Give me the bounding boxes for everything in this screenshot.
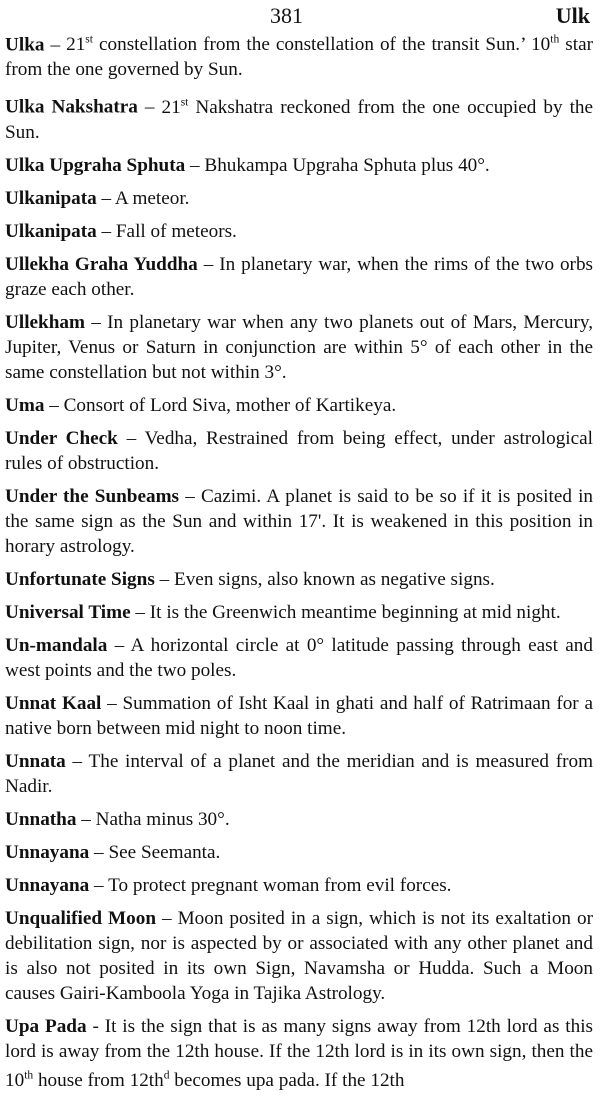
entry-term: Ullekha Graha Yuddha: [5, 253, 198, 275]
entry-separator: –: [156, 907, 178, 929]
entry-term: Ulka Nakshatra: [5, 96, 138, 118]
entry-term: Upa Pada: [5, 1015, 87, 1037]
entry-term: Under the Sunbeams: [5, 485, 180, 507]
entry-separator: -: [86, 1015, 105, 1037]
entry-term: Under Check: [5, 427, 118, 449]
entry-separator: –: [44, 394, 64, 416]
glossary-entry: [5, 873, 593, 898]
entry-separator: –: [197, 253, 220, 275]
glossary-entry: [5, 153, 593, 178]
entry-definition: In planetary war, when the rims of the two orbs graze each other.: [5, 253, 594, 300]
glossary-entry: [5, 840, 593, 865]
entry-definition: Natha minus 30°.: [95, 808, 230, 830]
glossary-entry: [5, 426, 593, 476]
entry-separator: –: [154, 568, 174, 590]
entry-definition: A meteor.: [114, 187, 190, 209]
entry-separator: –: [96, 220, 116, 242]
entry-term: Un-mandala: [5, 634, 108, 656]
entry-term: Ulka Upgraha Sphuta: [5, 154, 186, 176]
entry-definition: Fall of meteors.: [115, 220, 237, 242]
entry-term: Uma: [5, 394, 45, 416]
entry-term: Unnata: [5, 750, 66, 772]
entry-term: Universal Time: [5, 601, 131, 623]
glossary-entry: [5, 1014, 593, 1093]
entry-term: Ulkanipata: [5, 220, 97, 242]
entry-definition: Cazimi. A planet is said to be so if it is posited in the same sign as the Sun and within 17'. It is weakened in this position in horary astrology.: [5, 485, 594, 557]
entry-separator: –: [89, 841, 109, 863]
entry-definition: Moon posited in a sign, which is not its exaltation or debilitation sign, nor is aspected by or associated with any other planet and is also not posited in its own Sign, Navamsha or Hudda. Such a Moon causes Gairi-Kamboola Yoga in Tajika Astrology.: [5, 907, 593, 1004]
entry-separator: –: [107, 634, 131, 656]
entry-term: Unqualified Moon: [5, 907, 156, 929]
entry-separator: –: [137, 96, 162, 118]
entry-separator: –: [96, 187, 115, 209]
glossary-entries: [5, 28, 593, 1101]
entry-separator: –: [101, 692, 123, 714]
glossary-entry: [5, 906, 593, 1006]
glossary-entry: [5, 186, 593, 211]
glossary-entry: [5, 600, 593, 625]
entry-term: Unfortunate Signs: [5, 568, 155, 590]
glossary-entry: [5, 310, 593, 385]
entry-term: Ullekham: [5, 311, 85, 333]
entry-term: Unnat Kaal: [5, 692, 102, 714]
entry-definition: Vedha, Restrained from being effect, under astrological rules of obstruction.: [5, 427, 594, 474]
entry-separator: –: [130, 601, 150, 623]
entry-separator: –: [65, 750, 89, 772]
page-header: [0, 2, 600, 30]
entry-term: Unnayana: [5, 874, 90, 896]
entry-definition: The interval of a planet and the meridian and is measured from Nadir.: [5, 750, 593, 797]
entry-definition: Even signs, also known as negative signs.: [173, 568, 495, 590]
entry-term: Unnatha: [5, 808, 77, 830]
entry-definition: It is the sign that is as many signs away from 12th lord as this lord is away from the 12th house. If the 12th lord is in its own sign, then the 10th house from $12th^d$ becomes upa pada. If the 12th: [5, 1015, 594, 1092]
entry-definition: See Seemanta.: [108, 841, 221, 863]
entry-definition: Bhukampa Upgraha Sphuta plus 40°.: [204, 154, 490, 176]
glossary-entry: [5, 90, 593, 144]
entry-definition: Summation of Isht Kaal in ghati and half of Ratrimaan for a native born between mid night to noon time.: [5, 692, 593, 739]
running-head: Ulk: [555, 3, 590, 28]
entry-separator: –: [179, 485, 201, 507]
glossary-entry: [5, 252, 593, 302]
entry-separator: –: [185, 154, 205, 176]
entry-definition: 21st Nakshatra reckoned from the one occupied by the Sun.: [5, 96, 594, 143]
glossary-entry: [5, 567, 593, 592]
glossary-entry: [5, 393, 593, 418]
glossary-entry: [5, 807, 593, 832]
glossary-entry: [5, 219, 593, 244]
entry-definition: Consort of Lord Siva, mother of Kartikeya.: [63, 394, 397, 416]
entry-definition: 21st constellation from the constellation of the transit Sun.’ 10th star from the one governed by Sun.: [5, 34, 593, 81]
entry-term: Ulka: [5, 34, 45, 56]
entry-separator: –: [44, 34, 67, 56]
entry-separator: –: [117, 427, 145, 449]
glossary-entry: [5, 749, 593, 799]
glossary-entry: [5, 28, 593, 82]
page-number: 381: [270, 3, 303, 28]
entry-term: Unnayana: [5, 841, 90, 863]
entry-definition: It is the Greenwich meantime beginning at mid night.: [149, 601, 561, 623]
entry-separator: –: [76, 808, 96, 830]
entry-definition: To protect pregnant woman from evil forces.: [108, 874, 452, 896]
entry-term: Ulkanipata: [5, 187, 97, 209]
entry-separator: –: [84, 311, 108, 333]
entry-definition: In planetary war when any two planets out of Mars, Mercury, Jupiter, Venus or Saturn in conjunction are within 5° of each other in the same constellation but not within 3°.: [5, 311, 593, 383]
glossary-entry: [5, 691, 593, 741]
glossary-entry: [5, 633, 593, 683]
entry-separator: –: [89, 874, 109, 896]
glossary-entry: [5, 484, 593, 559]
entry-definition: A horizontal circle at 0° latitude passing through east and west points and the two poles.: [5, 634, 593, 681]
